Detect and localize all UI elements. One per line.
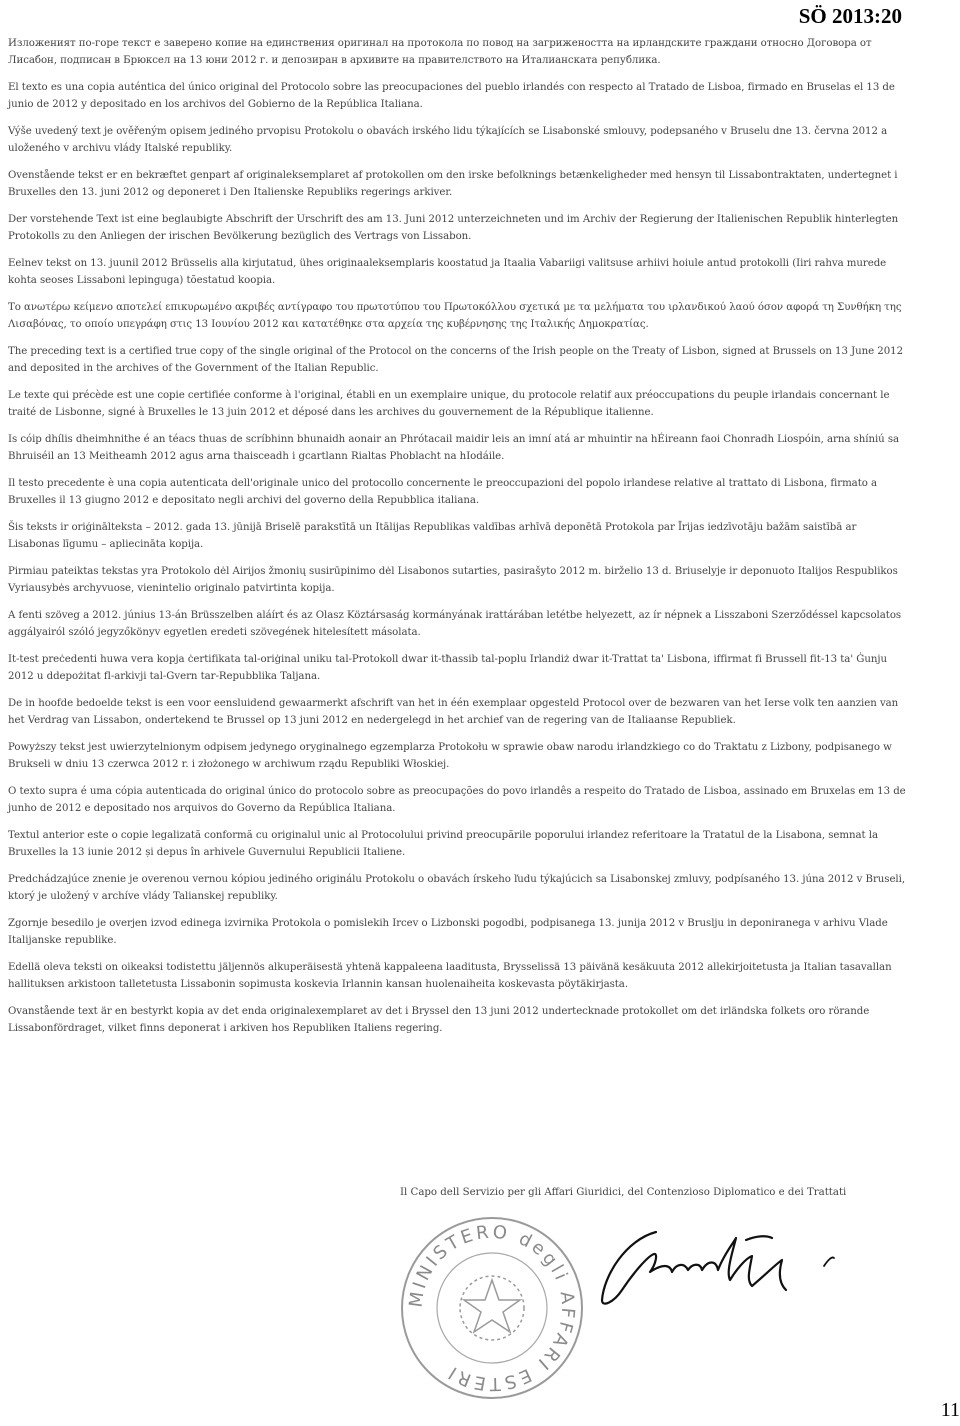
paragraph-danish: Ovenstående tekst er en bekræftet genpart af originaleksemplaret af protokollen om den irske befolknings betænkeligheder med hensyn til Lissabontraktaten, undertegnet i Bruxelles den 13. juni 2012 og deponeret i Den Italienske Republiks regerings arkiver. bbox=[8, 170, 898, 198]
emblem-star-icon bbox=[460, 1276, 524, 1340]
paragraph-czech: Výše uvedený text je ověřeným opisem jediného prvopisu Protokolu o obavách irského lidu týkajících se Lisabonské smlouvy, podepsaného v Bruselu dne 13. června 2012 a uloženého v archivu vlády Italské republiky. bbox=[8, 126, 888, 154]
paragraph-estonian: Eelnev tekst on 13. juunil 2012 Brüsselis alla kirjutatud, ühes originaaleksemplaris koostatud ja Itaalia Vabariigi valitsuse arhiivi hoiule antud protokolli (Iiri rahva murede kohta seoses Lissaboni lepinguga) tõestatud koopia. bbox=[8, 258, 887, 286]
document-reference: SÖ 2013:20 bbox=[798, 4, 902, 28]
paragraph-portuguese: O texto supra é uma cópia autenticada do original único do protocolo sobre as preocupações do povo irlandês a respeito do Tratado de Lisboa, assinado em Bruxelas em 13 de junho de 2012 e depositado nos arquivos do Governo da República Italiana. bbox=[8, 786, 906, 814]
paragraph-irish: Is cóip dhílis dheimhnithe é an téacs thuas de scríbhinn bhunaidh aonair an Phrótacail maidir leis an imní atá ar mhuintir na hÉireann faoi Chonradh Liospóin, arna shíniú sa Bhruiséil an 13 Meitheamh 2012 agus arna thaisceadh i gcartlann Rialtas Phoblacht na hIodáile. bbox=[8, 434, 900, 462]
paragraph-greek: Το ανωτέρω κείμενο αποτελεί επικυρωμένο ακριβές αντίγραφο του πρωτοτύπου του Πρωτοκόλλου σχετικά με τα μελήματα του ιρλανδικού λαού όσον αφορά τη Συνθήκη της Λισαβόνας, το οποίο υπεγράφη στις 13 Ιουνίου 2012 και κατατέθηκε στα αρχεία της κυβέρνησης της Ιταλικής Δημοκρατίας. bbox=[8, 302, 902, 330]
paragraph-english: The preceding text is a certified true copy of the single original of the Protocol on the concerns of the Irish people on the Treaty of Lisbon, signed at Brussels on 13 June 2012 and deposited in the archives of the Government of the Italian Republic. bbox=[8, 346, 904, 374]
ministry-seal-stamp bbox=[392, 1208, 592, 1408]
paragraph-french: Le texte qui précède est une copie certifiée conforme à l'original, établi en un exemplaire unique, du protocole relatif aux préoccupations du peuple irlandais concernant le traité de Lisbonne, signé à Bruxelles le 13 juin 2012 et déposé dans les archives du gouvernement de la République italienne. bbox=[8, 390, 890, 418]
paragraph-maltese: It-test preċedenti huwa vera kopja ċertifikata tal-oriġinal uniku tal-Protokoll dwar it-tħassib tal-poplu Irlandiż dwar it-Trattat ta' Lisbona, iffirmat fi Brussell fit-13 ta' Ġunju 2012 u ddepożitat fl-arkivji tal-Gvern tar-Repubblika Taljana. bbox=[8, 654, 887, 682]
paragraph-swedish: Ovanstående text är en bestyrkt kopia av det enda originalexemplaret av det i Bryssel den 13 juni 2012 undertecknade protokollet om det irländska folkets oro rörande Lissabonfördraget, vilket finns deponerat i arkiven hos Republiken Italiens regering. bbox=[8, 1006, 870, 1034]
paragraph-latvian: Šis teksts ir oriģinālteksta – 2012. gada 13. jūnijā Briselē parakstītā un Itālijas Republikas valdības arhīvā deponētā Protokola par Īrijas iedzīvotāju bažām saistībā ar Lisabonas līgumu – apliecināta kopija. bbox=[8, 522, 857, 550]
paragraph-polish: Powyższy tekst jest uwierzytelnionym odpisem jedynego oryginalnego egzemplarza Protokołu w sprawie obaw narodu irlandzkiego co do Traktatu z Lizbony, podpisanego w Brukseli w dniu 13 czerwca 2012 r. i złożonego w archiwum rządu Republiki Włoskiej. bbox=[8, 742, 892, 770]
paragraph-italian: Il testo precedente è una copia autenticata dell'originale unico del protocollo concernente le preoccupazioni del popolo irlandese relative al trattato di Lisbona, firmato a Bruxelles il 13 giugno 2012 e depositato negli archivi del governo della Repubblica italiana. bbox=[8, 478, 878, 506]
certification-text-block bbox=[8, 36, 908, 1048]
paragraph-spanish: El texto es una copia auténtica del único original del Protocolo sobre las preocupaciones del pueblo irlandés con respecto al Tratado de Lisboa, firmado en Bruselas el 13 de junio de 2012 y depositado en los archivos del Gobierno de la República Italiana. bbox=[8, 82, 895, 110]
paragraph-slovenian: Zgornje besedilo je overjen izvod edinega izvirnika Protokola o pomislekih Ircev o Lizbonski pogodbi, podpisanega 13. junija 2012 v Bruslju in deponiranega v arhivu Vlade Italijanske republike. bbox=[8, 918, 888, 946]
paragraph-lithuanian: Pirmiau pateiktas tekstas yra Protokolo dėl Airijos žmonių susirūpinimo dėl Lisabonos sutarties, pasirašyto 2012 m. birželio 13 d. Briuselyje ir deponuoto Italijos Respublikos Vyriausybės archyvuose, vienintelio originalo patvirtinta kopija. bbox=[8, 566, 898, 594]
handwritten-signature bbox=[596, 1220, 846, 1310]
paragraph-slovak: Predchádzajúce znenie je overenou vernou kópiou jediného originálu Protokolu o obavách írskeho ľudu týkajúcich sa Lisabonskej zmluvy, podpísaného 13. júna 2012 v Bruseli, ktorý je uložený v archíve vlády Talianskej republiky. bbox=[8, 874, 906, 902]
signatory-title: Il Capo dell Servizio per gli Affari Giuridici, del Contenzioso Diplomatico e dei Trattati bbox=[400, 1187, 847, 1198]
paragraph-romanian: Textul anterior este o copie legalizată conformă cu originalul unic al Protocolului privind preocupările poporului irlandez referitoare la Tratatul de la Lisabona, semnat la Bruxelles la 13 iunie 2012 și depus în arhivele Guvernului Republicii Italiene. bbox=[8, 830, 878, 858]
paragraph-hungarian: A fenti szöveg a 2012. június 13-án Brüsszelben aláírt és az Olasz Köztársaság kormányának irattárában letétbe helyezett, az ír népnek a Lisszaboni Szerződéssel kapcsolatos aggályairól szóló jegyzőkönyv egyetlen eredeti szövegének hitelesített másolata. bbox=[8, 610, 902, 638]
paragraph-dutch: De in hoofde bedoelde tekst is een voor eensluidend gewaarmerkt afschrift van het in één exemplaar opgesteld Protocol over de bezwaren van het Ierse volk ten aanzien van het Verdrag van Lissabon, ondertekend te Brussel op 13 juni 2012 en nedergelegd in het archief van de regering van de Italiaanse Republiek. bbox=[8, 698, 899, 726]
paragraph-german: Der vorstehende Text ist eine beglaubigte Abschrift der Urschrift des am 13. Juni 2012 unterzeichneten und im Archiv der Regierung der Italienischen Republik hinterlegten Protokolls zu den Anliegen der irischen Bevölkerung bezüglich des Vertrags von Lissabon. bbox=[8, 214, 899, 242]
svg-text:MINISTERO degli AFFARI ESTERI: MINISTERO degli AFFARI ESTERI bbox=[405, 1221, 579, 1395]
page-number: 11 bbox=[940, 1399, 960, 1421]
paragraph-bulgarian: Изложеният по-горе текст е заверено копие на единствения оригинал на протокола по повод на загрижеността на ирландските граждани относно Договора от Лисабон, подписан в Брюксел на 13 юни 2012 г. и депозиран в архивите на правителството на Италианската република. bbox=[8, 38, 872, 66]
paragraph-finnish: Edellä oleva teksti on oikeaksi todistettu jäljennös alkuperäisestä yhtenä kappaleena laaditusta, Brysselissä 13 päivänä kesäkuuta 2012 allekirjoitetusta ja Italian tasavallan hallituksen arkistoon talletetusta Lissabonin sopimusta koskevia Irlannin kansan huolenaiheita koskevasta pöytäkirjasta. bbox=[8, 962, 892, 990]
